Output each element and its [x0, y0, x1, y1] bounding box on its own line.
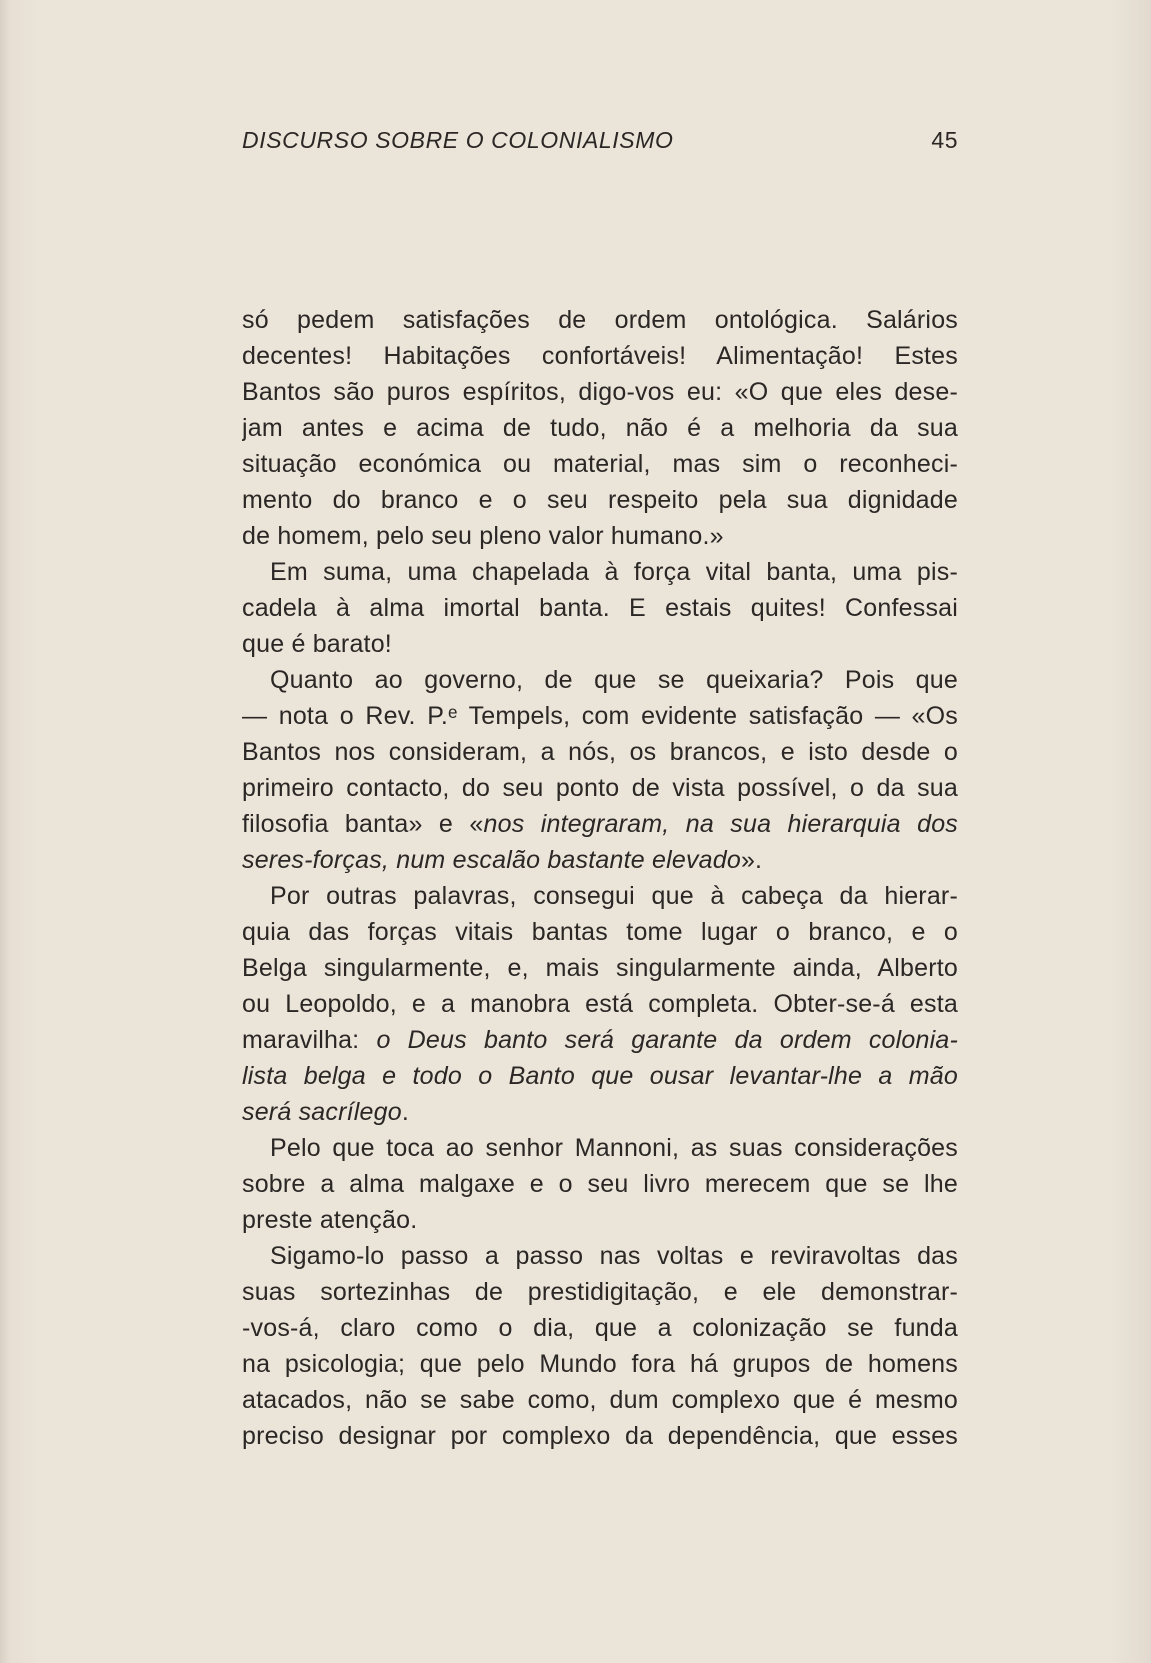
text-line: atacados, não se sabe como, dum complexo que é mesmo [242, 1386, 958, 1414]
text-line: que é barato! [242, 630, 392, 658]
body-text [242, 302, 958, 1454]
text-line: Bantos são puros espíritos, digo-vos eu: «O que eles dese- [242, 378, 958, 406]
text-line: quia das forças vitais bantas tome lugar o branco, e o [242, 918, 958, 946]
text-line: mento do branco e o seu respeito pela sua dignidade [242, 486, 958, 514]
text-line [242, 1094, 958, 1130]
text-line: primeiro contacto, do seu ponto de vista possível, o da sua [242, 774, 958, 802]
text-line: suas sortezinhas de prestidigitação, e ele demonstrar- [242, 1278, 958, 1306]
text-line: sobre a alma malgaxe e o seu livro merecem que se lhe [242, 1170, 958, 1198]
text-line: só pedem satisfações de ordem ontológica. Salários [242, 306, 958, 334]
text-line: Por outras palavras, consegui que à cabeça da hierar- [270, 882, 958, 910]
page-number: 45 [931, 127, 958, 153]
text-line: de homem, pelo seu pleno valor humano.» [242, 522, 724, 550]
running-head [242, 127, 958, 159]
text-line: preciso designar por complexo da dependência, que esses [242, 1422, 958, 1450]
text-line: -vos-á, claro como o dia, que a colonização se funda [242, 1314, 958, 1342]
text-segment: . [401, 1098, 409, 1126]
text-line: na psicologia; que pelo Mundo fora há grupos de homens [242, 1350, 958, 1378]
text-line: Pelo que toca ao senhor Mannoni, as suas considerações [270, 1134, 958, 1162]
text-line: Sigamo-lo passo a passo nas voltas e reviravoltas das [270, 1242, 958, 1270]
text-line: ou Leopoldo, e a manobra está completa. Obter-se-á esta [242, 990, 958, 1018]
text-segment: filosofia banta» e « [242, 810, 484, 838]
text-line: jam antes e acima de tudo, não é a melhoria da sua [242, 414, 958, 442]
text-line: Belga singularmente, e, mais singularmente ainda, Alberto [242, 954, 958, 982]
text-segment: maravilha: [242, 1026, 377, 1054]
text-line: cadela à alma imortal banta. E estais quites! Confessai [242, 594, 958, 622]
text-line [242, 1058, 958, 1094]
text-line: situação económica ou material, mas sim o reconheci- [242, 450, 958, 478]
text-line [242, 806, 958, 842]
italic-segment: lista belga e todo o Banto que ousar levantar-lhe a mão [242, 1062, 958, 1090]
text-line: Quanto ao governo, de que se queixaria? Pois que [270, 666, 958, 694]
italic-segment: será sacrílego [242, 1098, 402, 1126]
italic-segment: seres-forças, num escalão bastante elevado [242, 846, 741, 874]
text-line: — nota o Rev. P.ᵉ Tempels, com evidente satisfação — «Os [242, 702, 958, 730]
text-segment: ». [740, 846, 763, 874]
italic-segment: nos integraram, na sua hierarquia dos [483, 810, 958, 838]
italic-segment: o Deus banto será garante da ordem colonia- [376, 1026, 958, 1054]
text-line [242, 1022, 958, 1058]
text-line: decentes! Habitações confortáveis! Alimentação! Estes [242, 342, 958, 370]
running-title: DISCURSO SOBRE O COLONIALISMO [242, 127, 674, 153]
text-line: Em suma, uma chapelada à força vital banta, uma pis- [270, 558, 958, 586]
text-line: Bantos nos consideram, a nós, os brancos, e isto desde o [242, 738, 958, 766]
text-line [242, 842, 958, 878]
text-line: preste atenção. [242, 1206, 418, 1234]
